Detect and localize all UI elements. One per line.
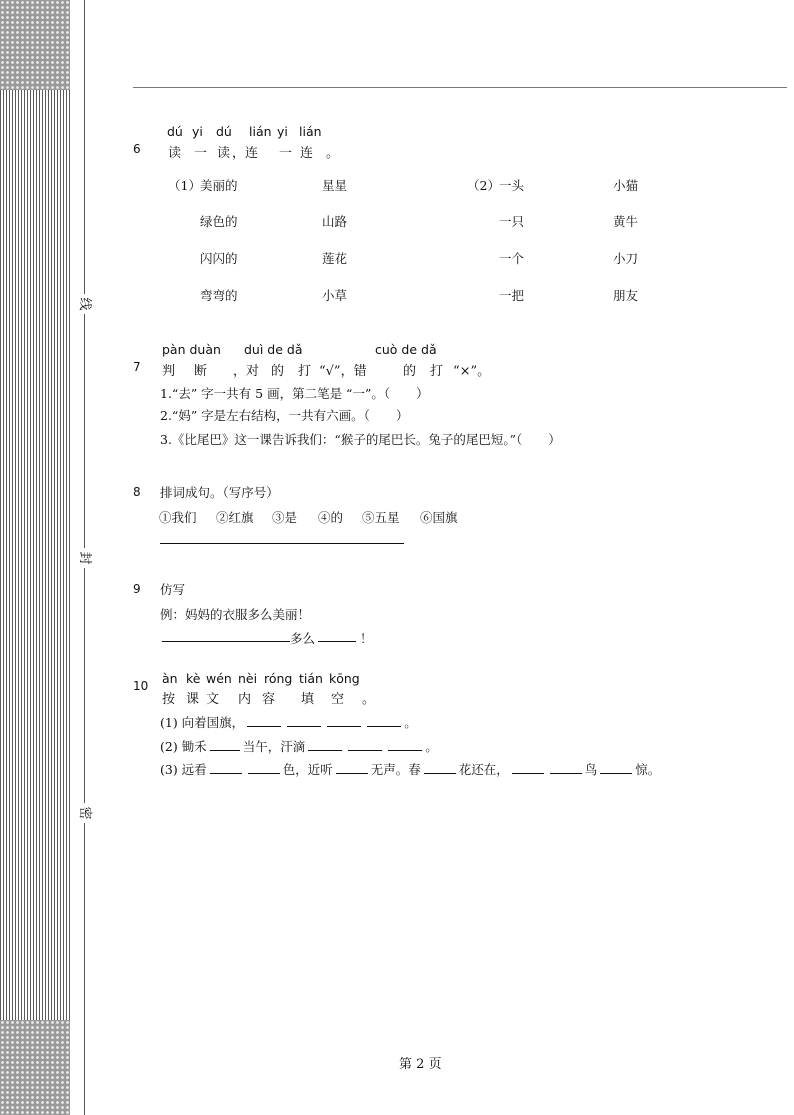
footer-text: 第	[399, 1057, 413, 1072]
word-card: ②红旗	[216, 510, 254, 525]
hanzi: “√”，错	[319, 364, 367, 379]
question-number: 7	[133, 360, 141, 374]
hanzi: 读	[168, 146, 182, 161]
match-left-item: 美丽的	[200, 178, 238, 193]
judge-item-text: 1.“去” 字一共有 5 画，第二笔是 “一”。（	[160, 386, 391, 401]
fill-text: 花还在，	[458, 762, 509, 777]
pinyin: àn	[162, 671, 178, 686]
question-number: 8	[133, 485, 141, 499]
pinyin: nèi	[238, 671, 258, 686]
judge-item-text: 2.“妈” 字是左右结构，一共有六画。（	[160, 408, 370, 423]
pinyin: lián	[299, 124, 322, 139]
fill-text: (1) 向着国旗，	[160, 715, 245, 730]
fill-blank[interactable]	[247, 714, 281, 728]
match-left-item: 弯弯的	[200, 288, 238, 303]
hanzi: 读	[217, 146, 231, 161]
group-label-1: （1）	[168, 178, 201, 193]
hanzi: 。	[326, 146, 340, 161]
binding-label-feng: 封	[74, 548, 94, 568]
hanzi: 空	[331, 692, 345, 707]
fill-text: 。	[425, 739, 438, 754]
fill-blank[interactable]	[424, 761, 456, 775]
answer-blank[interactable]	[318, 641, 356, 642]
fill-text: 当午，汗滴	[242, 739, 306, 754]
pinyin: yi	[192, 124, 203, 139]
match-left-item: 绿色的	[200, 214, 238, 229]
match-right-item: 小猫	[613, 178, 639, 193]
paren-close: ）	[395, 408, 409, 423]
footer-text: 页	[428, 1057, 442, 1072]
match-right-item: 莲花	[322, 251, 348, 266]
fill-text: 惊。	[635, 762, 661, 777]
hanzi: 连	[300, 146, 314, 161]
pinyin: kōng	[329, 671, 360, 686]
fill-text: 鸟	[584, 762, 598, 777]
hanzi: 按	[162, 692, 176, 707]
fill-blank[interactable]	[336, 761, 368, 775]
binding-pattern-top	[0, 0, 70, 90]
fill-blank[interactable]	[367, 714, 401, 728]
match-right-item: 朋友	[613, 288, 639, 303]
fill-text: (2) 锄禾	[160, 739, 207, 754]
word-card: ⑤五星	[362, 510, 400, 525]
pinyin: cuò de dǎ	[375, 342, 437, 357]
answer-line[interactable]	[160, 543, 404, 544]
hanzi: 文	[206, 692, 220, 707]
paren-close: ）	[416, 386, 429, 401]
fill-line-2	[160, 737, 438, 755]
match-left-item: 一只	[499, 214, 525, 229]
paren-close: ）	[548, 432, 561, 447]
question-number: 9	[133, 582, 141, 596]
question-number: 6	[133, 142, 141, 156]
question-title: 仿写	[160, 582, 186, 597]
pinyin: duì de dǎ	[244, 342, 303, 357]
word-card: ⑥国旗	[420, 510, 458, 525]
fill-blank[interactable]	[388, 738, 422, 752]
binding-pattern-bottom	[0, 1020, 70, 1115]
fill-text: 。	[404, 715, 417, 730]
fill-blank[interactable]	[512, 761, 544, 775]
match-right-item: 星星	[322, 178, 348, 193]
fill-blank[interactable]	[287, 714, 321, 728]
page-footer	[399, 1053, 442, 1072]
judge-item	[160, 430, 561, 448]
match-left-item: 一把	[499, 288, 525, 303]
pinyin: kè	[186, 671, 201, 686]
hanzi: 的	[403, 364, 417, 379]
question-number: 10	[133, 679, 149, 693]
judge-item	[160, 384, 429, 402]
hanzi: ，对	[233, 364, 260, 379]
pinyin: wén	[206, 671, 232, 686]
hanzi: 断	[194, 364, 208, 379]
pinyin: tián	[299, 671, 323, 686]
fill-line-1	[160, 713, 417, 731]
pinyin: lián	[249, 124, 272, 139]
hanzi: “×”。	[453, 364, 491, 379]
match-right-item: 小草	[322, 288, 348, 303]
fill-text: 无声。春	[370, 762, 421, 777]
word-card: ①我们	[159, 510, 197, 525]
judge-item-text: 3.《比尾巴》这一课告诉我们：“猴子的尾巴长。兔子的尾巴短。”（	[160, 432, 523, 447]
hanzi: 容	[262, 692, 276, 707]
fill-blank[interactable]	[308, 738, 342, 752]
end-punct: ！	[360, 631, 373, 646]
answer-blank[interactable]	[162, 641, 290, 642]
judge-item	[160, 406, 408, 424]
header-rule	[133, 87, 787, 88]
match-left-item: 一头	[499, 178, 525, 193]
match-left-item: 一个	[499, 251, 525, 266]
hanzi: ，连	[232, 146, 259, 161]
fill-text: (3) 远看	[160, 762, 207, 777]
group-label-2: （2）	[467, 178, 500, 193]
match-right-item: 山路	[322, 214, 348, 229]
word-card: ④的	[318, 510, 344, 525]
hanzi: 打	[298, 364, 312, 379]
fixed-word: 多么	[290, 631, 316, 646]
binding-label-mi: 密	[74, 803, 94, 823]
page-number: 2	[416, 1057, 425, 1072]
hanzi: 的	[271, 364, 285, 379]
binding-strip	[0, 0, 70, 1115]
fill-line-3	[160, 760, 660, 778]
word-card: ③是	[272, 510, 298, 525]
fill-blank[interactable]	[550, 761, 582, 775]
binding-stripes	[0, 90, 70, 1020]
fill-blank[interactable]	[600, 761, 632, 775]
match-left-item: 闪闪的	[200, 251, 238, 266]
hanzi: 一	[194, 146, 208, 161]
pinyin: dú	[167, 124, 183, 139]
fill-blank[interactable]	[348, 738, 382, 752]
binding-label-xian: 线	[74, 294, 94, 314]
hanzi: 一	[279, 146, 293, 161]
example-sentence: 例：妈妈的衣服多么美丽！	[160, 607, 311, 622]
pinyin: yi	[277, 124, 288, 139]
fill-text: 色，近听	[282, 762, 333, 777]
match-right-item: 黄牛	[613, 214, 639, 229]
match-right-item: 小刀	[613, 251, 639, 266]
pinyin: róng	[264, 671, 293, 686]
hanzi: 。	[362, 692, 376, 707]
hanzi: 内	[238, 692, 252, 707]
question-title: 排词成句。（写序号）	[160, 485, 279, 500]
fill-blank[interactable]	[210, 761, 242, 775]
fill-blank[interactable]	[327, 714, 361, 728]
pinyin: dú	[216, 124, 232, 139]
hanzi: 判	[162, 364, 176, 379]
pinyin: pàn duàn	[162, 342, 221, 357]
fill-blank[interactable]	[210, 738, 240, 752]
fill-blank[interactable]	[248, 761, 280, 775]
hanzi: 打	[430, 364, 444, 379]
hanzi: 课	[186, 692, 200, 707]
hanzi: 填	[301, 692, 315, 707]
